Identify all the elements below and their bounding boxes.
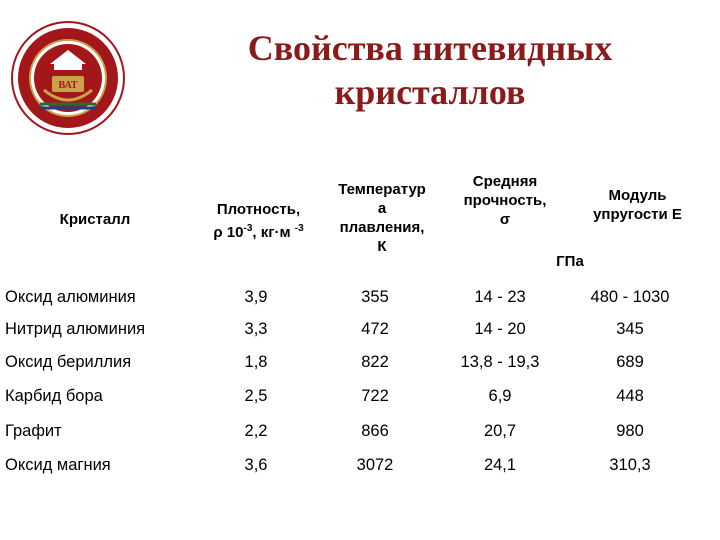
- cell-density: 3,6: [244, 456, 268, 474]
- cell-modulus: 345: [616, 320, 644, 338]
- title-line-2: кристаллов: [334, 72, 526, 112]
- cell-strength: 24,1: [483, 456, 517, 474]
- cell-density: 2,2: [244, 422, 268, 440]
- cell-melting: 472: [361, 320, 389, 338]
- table-row: [0, 379, 700, 413]
- cell-melting: 866: [361, 422, 389, 440]
- table-row: [0, 414, 700, 448]
- cell-crystal: Оксид бериллия: [5, 353, 132, 371]
- cell-crystal: Карбид бора: [5, 387, 103, 405]
- cell-melting: 722: [361, 387, 389, 405]
- cell-crystal: Нитрид алюминия: [5, 320, 146, 338]
- cell-density: 2,5: [244, 387, 268, 405]
- cell-modulus: 448: [616, 387, 644, 405]
- table-row: [0, 345, 700, 379]
- cell-crystal: Оксид магния: [5, 456, 111, 474]
- cell-crystal: Графит: [5, 422, 62, 440]
- emblem-text: ВАТ: [58, 80, 78, 91]
- header-unit: ГПа: [556, 253, 584, 270]
- header-modulus: Модуль упругости Е: [593, 187, 682, 223]
- table-row: [0, 312, 700, 346]
- header-density: Плотность, ρ $10^{-3}$, кг·м $^{-3}$: [213, 201, 304, 241]
- cell-strength: 13,8 - 19,3: [460, 353, 540, 371]
- cell-strength: 14 - 20: [474, 320, 526, 338]
- cell-modulus: 689: [616, 353, 644, 371]
- cell-melting: 822: [361, 353, 389, 371]
- cell-modulus: 980: [616, 422, 644, 440]
- cell-crystal: Оксид алюминия: [5, 288, 136, 306]
- cell-modulus: 480 - 1030: [590, 288, 670, 306]
- cell-modulus: 310,3: [609, 456, 651, 474]
- header-crystal: Кристалл: [59, 211, 131, 228]
- cell-melting: 355: [361, 288, 389, 306]
- cell-density: 3,9: [244, 288, 268, 306]
- cell-strength: 14 - 23: [474, 288, 526, 306]
- title-line-1: Свойства нитевидных: [247, 28, 613, 68]
- header-melting: Температур а плавления, К: [338, 181, 426, 255]
- cell-strength: 6,9: [488, 387, 512, 405]
- cell-melting: 3072: [356, 456, 394, 474]
- cell-density: 1,8: [244, 353, 268, 371]
- cell-strength: 20,7: [483, 422, 517, 440]
- table-row: [0, 280, 700, 314]
- university-emblem-icon: [10, 20, 126, 136]
- header-strength: Средняя прочность, σ: [463, 173, 547, 228]
- cell-density: 3,3: [244, 320, 268, 338]
- table-row: [0, 448, 700, 482]
- page-title: [150, 26, 710, 114]
